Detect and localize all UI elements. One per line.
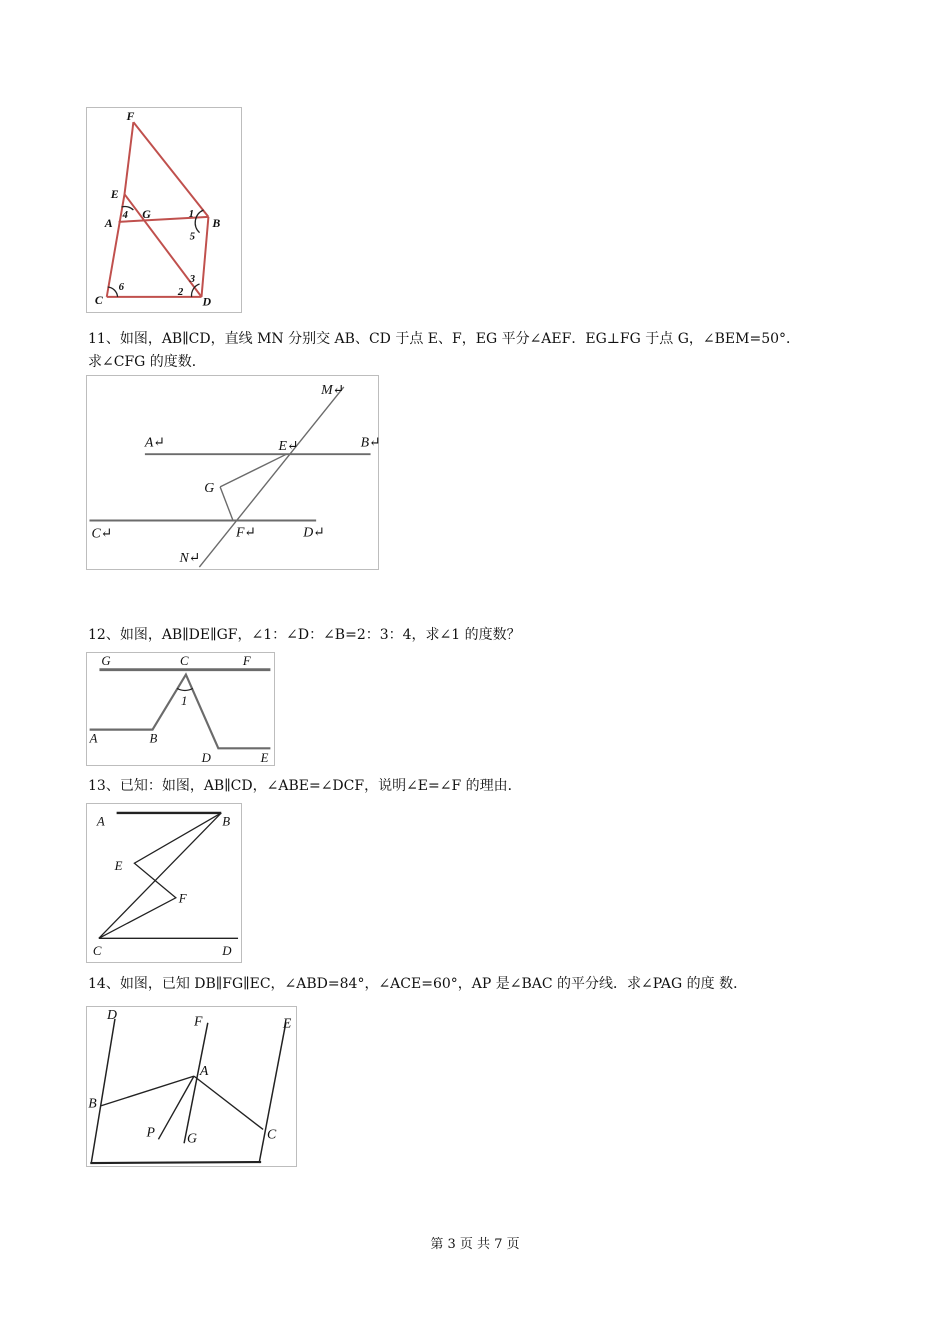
label-E: E↵ xyxy=(278,438,299,454)
label-F: F xyxy=(126,109,135,124)
label-M: M↵ xyxy=(321,381,345,397)
label-C: C xyxy=(92,944,102,959)
angle-arc-1-5 xyxy=(195,210,203,233)
figure-q12 xyxy=(86,652,275,766)
figure-q10-svg xyxy=(87,108,241,312)
segment-GF xyxy=(220,487,233,521)
segment-AC xyxy=(194,1076,263,1129)
label-C: C xyxy=(180,653,189,668)
label-angle-6: 6 xyxy=(118,280,125,293)
figure-q13 xyxy=(86,803,242,963)
figure-q12-svg xyxy=(87,653,274,765)
label-C: C↵ xyxy=(91,525,113,541)
label-A: A xyxy=(96,814,105,829)
figure-q11-svg xyxy=(87,376,381,569)
label-angle-2: 2 xyxy=(177,285,184,298)
label-F: F↵ xyxy=(235,524,257,540)
label-P: P xyxy=(146,1124,156,1140)
polyline-ABCDE xyxy=(90,675,271,749)
label-G: G xyxy=(204,479,215,495)
label-E: E xyxy=(110,187,119,202)
label-D: D xyxy=(107,1006,118,1022)
label-B: B xyxy=(222,814,231,829)
page-footer: 第 3 页 共 7 页 xyxy=(430,1237,520,1252)
figure-q14-svg xyxy=(87,1007,296,1166)
figure-q14 xyxy=(86,1006,297,1167)
segment-DB xyxy=(202,217,209,297)
label-B: B↵ xyxy=(360,434,381,450)
figure-q13-svg xyxy=(87,804,241,962)
base-line xyxy=(90,1162,261,1163)
label-D: D xyxy=(202,294,212,309)
figure-q11 xyxy=(86,375,379,570)
label-D: D xyxy=(201,751,211,766)
label-angle-4: 4 xyxy=(122,208,128,221)
question-14-line-1: 14、如图，已知 DB∥FG∥EC，∠ABD=84°，∠ACE=60°，AP 是∠BAC 的平分线．求∠PAG 的度 数． xyxy=(88,976,748,992)
label-A: A↵ xyxy=(144,434,165,450)
label-C: C xyxy=(94,292,103,307)
label-D: D xyxy=(222,944,232,959)
label-A: A xyxy=(199,1063,209,1079)
angle-arc-6 xyxy=(108,287,118,297)
label-G: G xyxy=(187,1130,198,1146)
angle-arc-1 xyxy=(177,688,193,690)
label-B: B xyxy=(88,1095,97,1111)
segment-BC xyxy=(99,813,221,938)
label-E: E xyxy=(114,859,123,874)
line-EC xyxy=(259,1023,286,1163)
label-A: A xyxy=(89,731,98,746)
question-12-line-1: 12、如图，AB∥DE∥GF，∠1：∠D：∠B=2：3：4，求∠1 的度数？ xyxy=(88,627,521,643)
label-F: F xyxy=(193,1013,203,1029)
label-B: B xyxy=(212,215,221,230)
label-angle-1: 1 xyxy=(180,694,188,709)
question-13-line-1: 13、已知：如图，AB∥CD，∠ABE=∠DCF，说明∠E=∠F 的理由． xyxy=(88,778,522,794)
label-E: E xyxy=(260,751,269,766)
figure-q10 xyxy=(86,107,242,313)
line-DB xyxy=(91,1019,115,1163)
question-11-line-2: 求∠CFG 的度数． xyxy=(88,354,206,370)
line-MN xyxy=(199,387,344,567)
label-angle-5: 5 xyxy=(189,230,196,243)
label-F: F xyxy=(242,653,251,668)
label-F: F xyxy=(178,891,187,906)
segment-FE xyxy=(125,122,134,194)
label-E: E xyxy=(282,1015,292,1031)
label-C: C xyxy=(267,1126,277,1142)
label-A: A xyxy=(104,215,113,230)
segment-FB xyxy=(133,122,208,217)
label-G: G xyxy=(142,206,151,221)
label-B: B xyxy=(149,731,158,746)
label-angle-3: 3 xyxy=(189,273,196,286)
question-11-line-1: 11、如图，AB∥CD，直线 MN 分别交 AB、CD 于点 E、F，EG 平分∠AEF．EG⊥FG 于点 G，∠BEM=50°． xyxy=(88,331,801,347)
label-G: G xyxy=(101,653,111,668)
label-N: N↵ xyxy=(179,550,201,566)
label-angle-1: 1 xyxy=(188,207,195,220)
label-D: D↵ xyxy=(303,524,325,540)
line-FG xyxy=(184,1023,208,1146)
